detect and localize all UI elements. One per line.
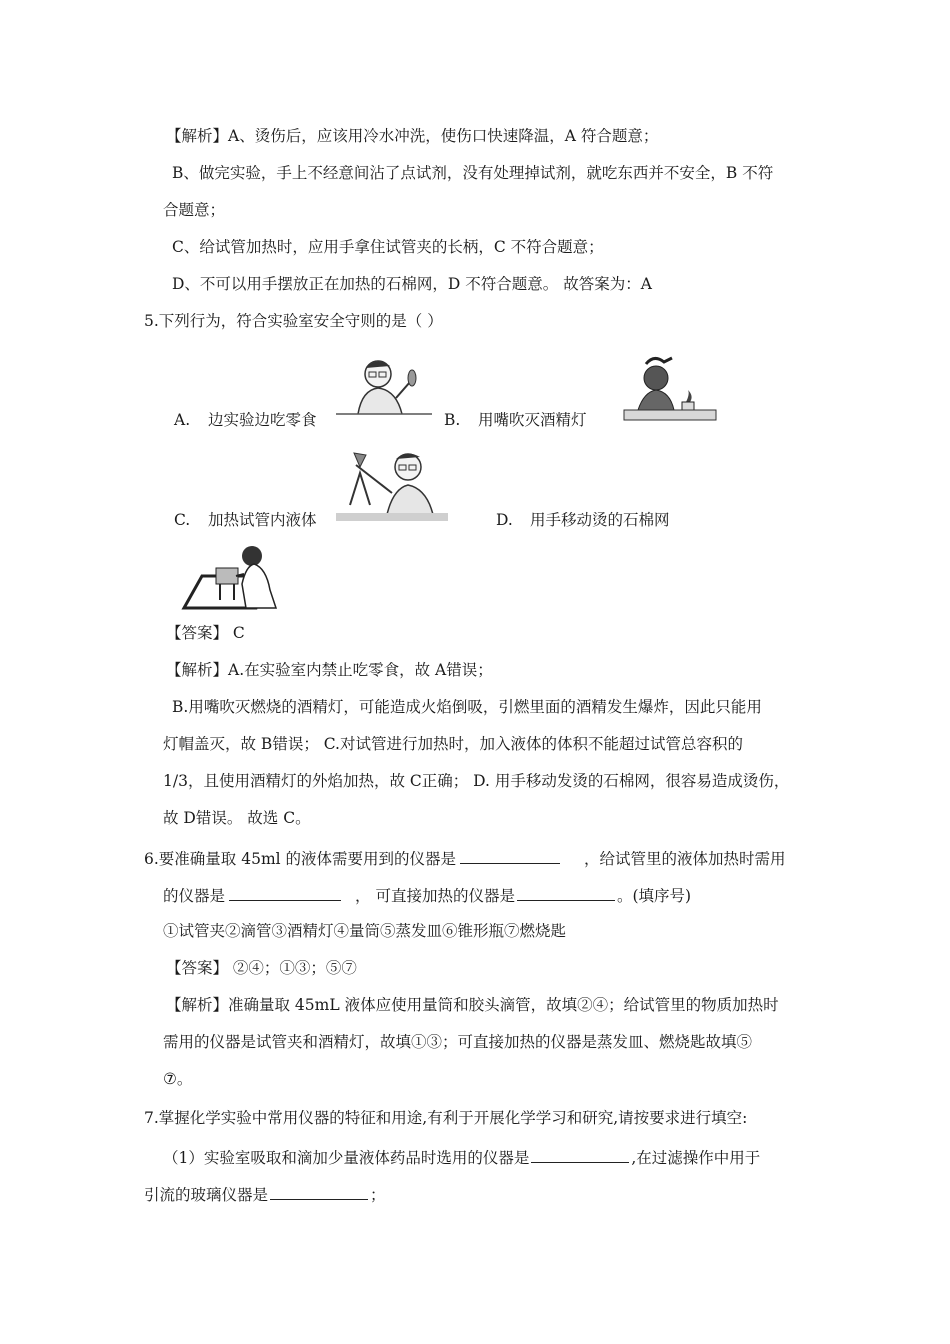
option-text: 边实验边吃零食 (208, 411, 317, 429)
answer-blank-5[interactable] (270, 1183, 368, 1200)
q5-option-d[interactable] (496, 510, 670, 530)
answer-blank-1[interactable] (460, 847, 560, 864)
q5-analysis-line-5: 故 D错误。 故选 C。 (163, 809, 311, 827)
q5-stem: 5.下列行为，符合实验室安全守则的是（ ） (144, 312, 443, 330)
q4-analysis-line-2: B、做完实验，手上不经意间沾了点试剂，没有处理掉试剂，就吃东西并不安全，B 不符 (172, 164, 774, 182)
q6-stem-line-1 (144, 847, 786, 869)
moving-hot-asbestos-net-illustration (180, 544, 286, 612)
q6-analysis-line-3: ⑦。 (163, 1070, 193, 1088)
q6-analysis-line-2: 需用的仪器是试管夹和酒精灯，故填①③；可直接加热的仪器是蒸发皿、燃烧匙故填⑤ (163, 1033, 753, 1051)
q7-stem-part: ； (370, 1186, 386, 1204)
q5-answer: 【答案】 C (166, 624, 245, 642)
option-letter: D. (496, 511, 513, 529)
girl-blowing-alcohol-lamp-illustration (620, 350, 718, 422)
answer-blank-2[interactable] (229, 884, 341, 901)
option-text: 用嘴吹灭酒精灯 (478, 411, 587, 429)
q7-stem: 7.掌握化学实验中常用仪器的特征和用途,有利于开展化学学习和研究,请按要求进行填空: (144, 1109, 748, 1127)
q5-option-a[interactable] (174, 410, 317, 430)
q7-stem-part: ,在过滤操作中用于 (631, 1149, 761, 1167)
q5-option-c[interactable] (174, 510, 317, 530)
option-text: 加热试管内液体 (208, 511, 317, 529)
option-letter: C. (174, 511, 191, 529)
q7-stem-part: 引流的玻璃仪器是 (144, 1186, 269, 1204)
q6-stem-part: 的仪器是 (163, 887, 226, 905)
q7-sub1-line-2 (144, 1183, 386, 1205)
heating-test-tube-illustration (336, 445, 448, 523)
q4-analysis-line-3: 合题意； (163, 201, 226, 219)
q6-stem-part: ，给试管里的液体加热时需用 (584, 850, 786, 868)
q7-stem-part: （1）实验室吸取和滴加少量液体药品时选用的仪器是 (163, 1149, 530, 1167)
q6-stem-line-2 (163, 884, 691, 906)
q7-sub1-line-1 (163, 1146, 760, 1168)
q6-analysis-line-1: 【解析】准确量取 45mL 液体应使用量筒和胶头滴管，故填②④；给试管里的物质加热时 (166, 996, 779, 1014)
q6-items: ①试管夹②滴管③酒精灯④量筒⑤蒸发皿⑥锥形瓶⑦燃烧匙 (163, 922, 567, 940)
answer-blank-3[interactable] (517, 884, 615, 901)
student-eating-snack-illustration (336, 352, 432, 416)
q4-analysis-line-4: C、给试管加热时，应用手拿住试管夹的长柄，C 不符合题意； (172, 238, 604, 256)
q6-stem-part: ， 可直接加热的仪器是 (355, 887, 515, 905)
q5-analysis-line-4: 1/3，且使用酒精灯的外焰加热，故 C正确； D. 用手移动发烫的石棉网，很容易造成烫伤， (163, 772, 790, 790)
q5-analysis-line-1: 【解析】A.在实验室内禁止吃零食，故 A错误； (166, 661, 493, 679)
option-letter: B. (444, 411, 461, 429)
q4-analysis-line-5: D、不可以用手摆放正在加热的石棉网，D 不符合题意。 故答案为：A (172, 275, 652, 293)
option-text: 用手移动烫的石棉网 (530, 511, 670, 529)
q6-stem-part: 6.要准确量取 45ml 的液体需要用到的仪器是 (144, 850, 457, 868)
q5-analysis-line-3: 灯帽盖灭，故 B错误； C.对试管进行加热时，加入液体的体积不能超过试管总容积的 (163, 735, 743, 753)
q5-option-b[interactable] (444, 410, 587, 430)
option-letter: A. (174, 411, 191, 429)
q6-stem-part: 。(填序号) (616, 887, 692, 905)
q5-analysis-line-2: B.用嘴吹灭燃烧的酒精灯，可能造成火焰倒吸，引燃里面的酒精发生爆炸，因此只能用 (172, 698, 762, 716)
q4-analysis-line-1: 【解析】A、烫伤后，应该用冷水冲洗，使伤口快速降温，A 符合题意； (166, 127, 659, 145)
answer-blank-4[interactable] (531, 1146, 629, 1163)
q6-answer: 【答案】 ②④；①③；⑤⑦ (166, 959, 357, 977)
